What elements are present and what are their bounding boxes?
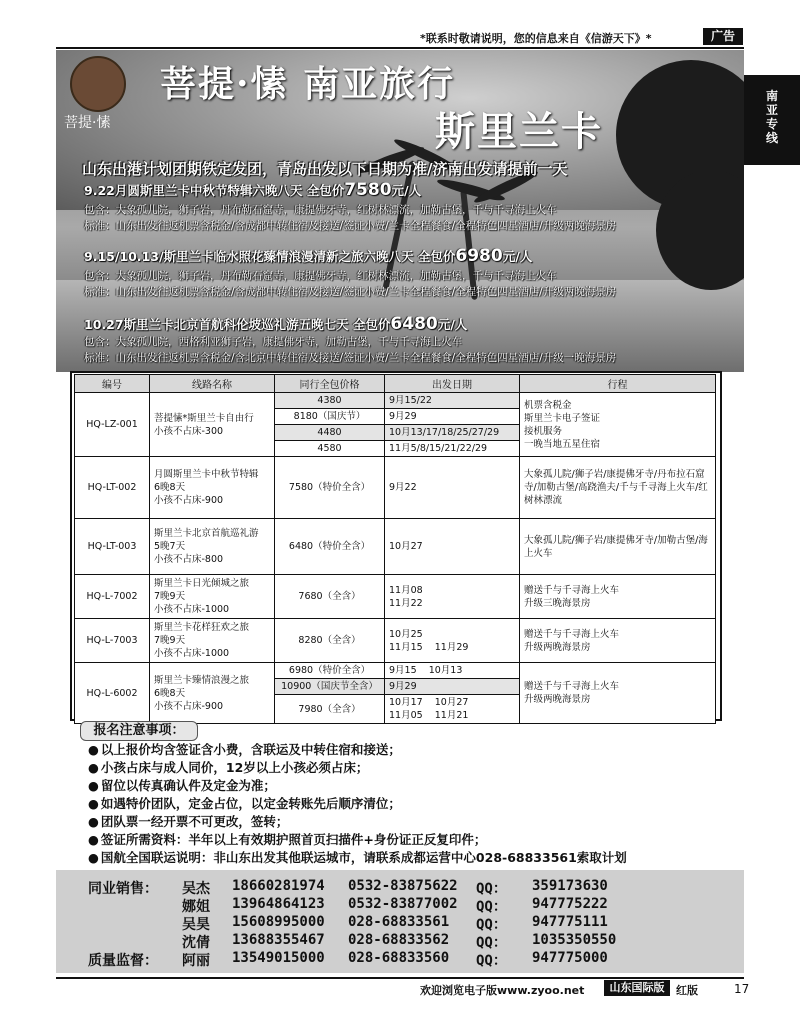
contact-qq: 947775222 — [532, 896, 608, 912]
source-note: *联系时敬请说明，您的信息来自《信游天下》* — [420, 32, 652, 45]
list-item: ● 团队票一经开票不可更改，签转； — [88, 813, 627, 831]
contact-name: 吴昊 — [182, 917, 210, 933]
table-row: HQ-LT-003 斯里兰卡北京首航巡礼游 5晚7天 小孩不占床-800 6480（特价全含） 10月27 大象孤儿院/狮子岩/康提佛牙寺/加勒古堡/海上火车 — [75, 519, 716, 575]
brand-logo-text: 菩提·愫 — [64, 115, 111, 131]
table-row: HQ-L-6002 斯里兰卡臻情浪漫之旅 6晚8天 小孩不占床-900 6980（特价全含） 9月15 10月13 赠送千与千寻海上火车 升级两晚海景房 — [75, 663, 716, 679]
contact-name: 沈倩 — [182, 935, 210, 951]
list-item: ● 留位以传真确认件及定金为准； — [88, 777, 627, 795]
contact-name: 娜姐 — [182, 899, 210, 915]
list-item: ● 小孩占床与成人同价，12岁以上小孩必须占床； — [88, 759, 627, 777]
banner-title: 菩提·愫 南亚旅行 — [160, 63, 456, 105]
side-tab-south-asia: 南 亚 专 线 — [744, 75, 800, 165]
contact-qq: 359173630 — [532, 878, 608, 894]
contact-mobile: 18660281974 — [232, 878, 325, 894]
contact-mobile: 13964864123 — [232, 896, 325, 912]
contact-qq: 947775000 — [532, 950, 608, 966]
contact-name: 吴杰 — [182, 881, 210, 897]
offer-includes: 包含：大象孤儿院，狮子岩，丹布勒石窟寺，康提佛牙寺，红树林漂流，加勒古堡，千与千寻海上火车 — [84, 270, 557, 282]
contact-mobile: 13688355467 — [232, 932, 325, 948]
offer-standard: 标准：山东出发往返机票含税金/含成都中转住宿及接送/签证小费/兰卡全程餐食/全程特色四星酒店/升级两晚海景房 — [84, 286, 617, 298]
banner-subtitle: 山东出港计划团期铁定发团，青岛出发以下日期为准/济南出发请提前一天 — [82, 160, 568, 178]
footer-site[interactable]: 欢迎浏览电子版www.zyoo.net — [420, 984, 585, 997]
list-item: ● 以上报价均含签证含小费，含联运及中转住宿和接送； — [88, 741, 627, 759]
offer-title: 9.22月圆斯里兰卡中秋节特辑六晚八天 全包价7580元/人 — [84, 180, 422, 200]
banner-destination: 斯里兰卡 — [435, 108, 603, 155]
contact-phone: 028-68833560 — [348, 950, 450, 966]
sales-label: 同业销售： — [88, 881, 158, 897]
color-edition: 红版 — [676, 984, 698, 997]
footer-divider — [56, 977, 744, 979]
table-row: HQ-L-7003 斯里兰卡花样狂欢之旅 7晚9天 小孩不占床-1000 8280（全含） 10月25 11月15 11月29 赠送千与千寻海上火车 升级两晚海景房 — [75, 619, 716, 663]
brand-logo — [70, 56, 126, 112]
contact-mobile: 15608995000 — [232, 914, 325, 930]
contact-mobile: 13549015000 — [232, 950, 325, 966]
offer-title: 9.15/10.13/斯里兰卡临水照花臻情浪漫清新之旅六晚八天 全包价6980元/人 — [84, 246, 533, 266]
table-row: HQ-L-7002 斯里兰卡日光倾城之旅 7晚9天 小孩不占床-1000 7680（全含） 11月08 11月22 赠送千与千寻海上火车 升级三晚海景房 — [75, 575, 716, 619]
notes-heading: 报名注意事项： — [80, 721, 198, 741]
qq-label: QQ： — [476, 899, 507, 915]
contact-phone: 0532-83875622 — [348, 878, 458, 894]
offer-title: 10.27斯里兰卡北京首航科伦坡巡礼游五晚七天 全包价6480元/人 — [84, 314, 468, 334]
offer-standard: 标准：山东出发往返机票含税金/含北京中转住宿及接送/签证小费/兰卡全程餐食/全程特色四星酒店/升级一晚海景房 — [84, 352, 617, 364]
contact-qq: 947775111 — [532, 914, 608, 930]
table-row: HQ-LZ-001 菩提愫*斯里兰卡自由行 小孩不占床-300 4380 9月15/22 机票含税金 斯里兰卡电子签证 接机服务 一晚当地五星住宿 — [75, 393, 716, 409]
notes-list — [88, 741, 627, 867]
qq-label: QQ： — [476, 953, 507, 969]
offer-includes: 包含：大象孤儿院，西格利亚狮子岩，康提佛牙寺，加勒古堡，千与千寻海上火车 — [84, 336, 462, 348]
offer-includes: 包含：大象孤儿院，狮子岩，丹布勒石窟寺，康提佛牙寺，红树林漂流，加勒古堡，千与千寻海上火车 — [84, 204, 557, 216]
qq-label: QQ： — [476, 917, 507, 933]
contact-phone: 0532-83877002 — [348, 896, 458, 912]
top-divider — [56, 47, 744, 49]
qq-label: QQ： — [476, 935, 507, 951]
page-number: 17 — [734, 982, 750, 996]
quality-label: 质量监督： — [88, 953, 158, 969]
offer-standard: 标准：山东出发往返机票含税金/含成都中转住宿及接送/签证小费/兰卡全程餐食/全程特色四星酒店/升级两晚海景房 — [84, 220, 617, 232]
edition-tag: 山东国际版 — [604, 980, 670, 996]
list-item: ● 国航全国联运说明：非山东出发其他联运城市，请联系成都运营中心028-68833561索取计划 — [88, 849, 627, 867]
ad-tag: 广告 — [703, 28, 743, 45]
table-header-row: 编号 线路名称 同行全包价格 出发日期 行程 — [75, 375, 716, 393]
list-item: ● 如遇特价团队，定金占位，以定金转账先后顺序清位； — [88, 795, 627, 813]
list-item: ● 签证所需资料：半年以上有效期护照首页扫描件+身份证正反复印件； — [88, 831, 627, 849]
contact-panel — [56, 870, 744, 973]
contact-qq: 1035350550 — [532, 932, 617, 948]
route-table: 编号 线路名称 同行全包价格 出发日期 行程 HQ-LZ-001 菩提愫*斯里兰卡自由行 小孩不占床-300 4380 9月15/22 机票含税金 斯里兰卡电子签证 接机服务 一晚当地五星住宿 8180（国庆节） 9月29 4480 10月13/17/18/25/27/29 4580 11月5/8/15/21/22/29 HQ-LT-002 月圆斯里兰卡中秋节特辑 6晚8天 小孩不占床-900 7580（特价全含） 9月22 大象孤儿院/狮子岩/康提佛牙寺/丹布拉石窟寺/加勒古堡/高跷渔夫/千与千寻海上火车/红树林漂流 HQ-LT-003 斯里兰卡北京首航巡礼游 5晚7天 小孩不占床-800 6480（特价全含） 10月27 大象孤儿院/狮子岩/康提佛牙寺/加勒古堡/海上火车 HQ-L-7002 斯里兰卡日光倾城之旅 7晚9天 小孩不占床-1000 7680（全含） 11月08 11月22 赠送千与千寻海上火车 升级三晚海景房 HQ-L-7003 斯里兰卡花样狂欢之旅 7晚9天 小孩不占床-1000 8280（全含） 10月25 11月15 11月29 赠送千与千寻海上火车 升级两晚海景房 HQ-L-6002 斯里兰卡臻情浪漫之旅 6晚8天 小孩不占床-900 6980（特价全含） 9月15 10月13 赠送千与千寻海上火车 升级两晚海景房 10900（国庆节全含） 9月29 7980（全含） 10月17 10月27 11月05 11月21 — [74, 374, 716, 724]
table-row: HQ-LT-002 月圆斯里兰卡中秋节特辑 6晚8天 小孩不占床-900 7580（特价全含） 9月22 大象孤儿院/狮子岩/康提佛牙寺/丹布拉石窟寺/加勒古堡/高跷渔夫/千与千寻海上火车/红树林漂流 — [75, 457, 716, 519]
contact-phone: 028-68833561 — [348, 914, 450, 930]
contact-phone: 028-68833562 — [348, 932, 450, 948]
contact-name: 阿丽 — [182, 953, 210, 969]
qq-label: QQ： — [476, 881, 507, 897]
